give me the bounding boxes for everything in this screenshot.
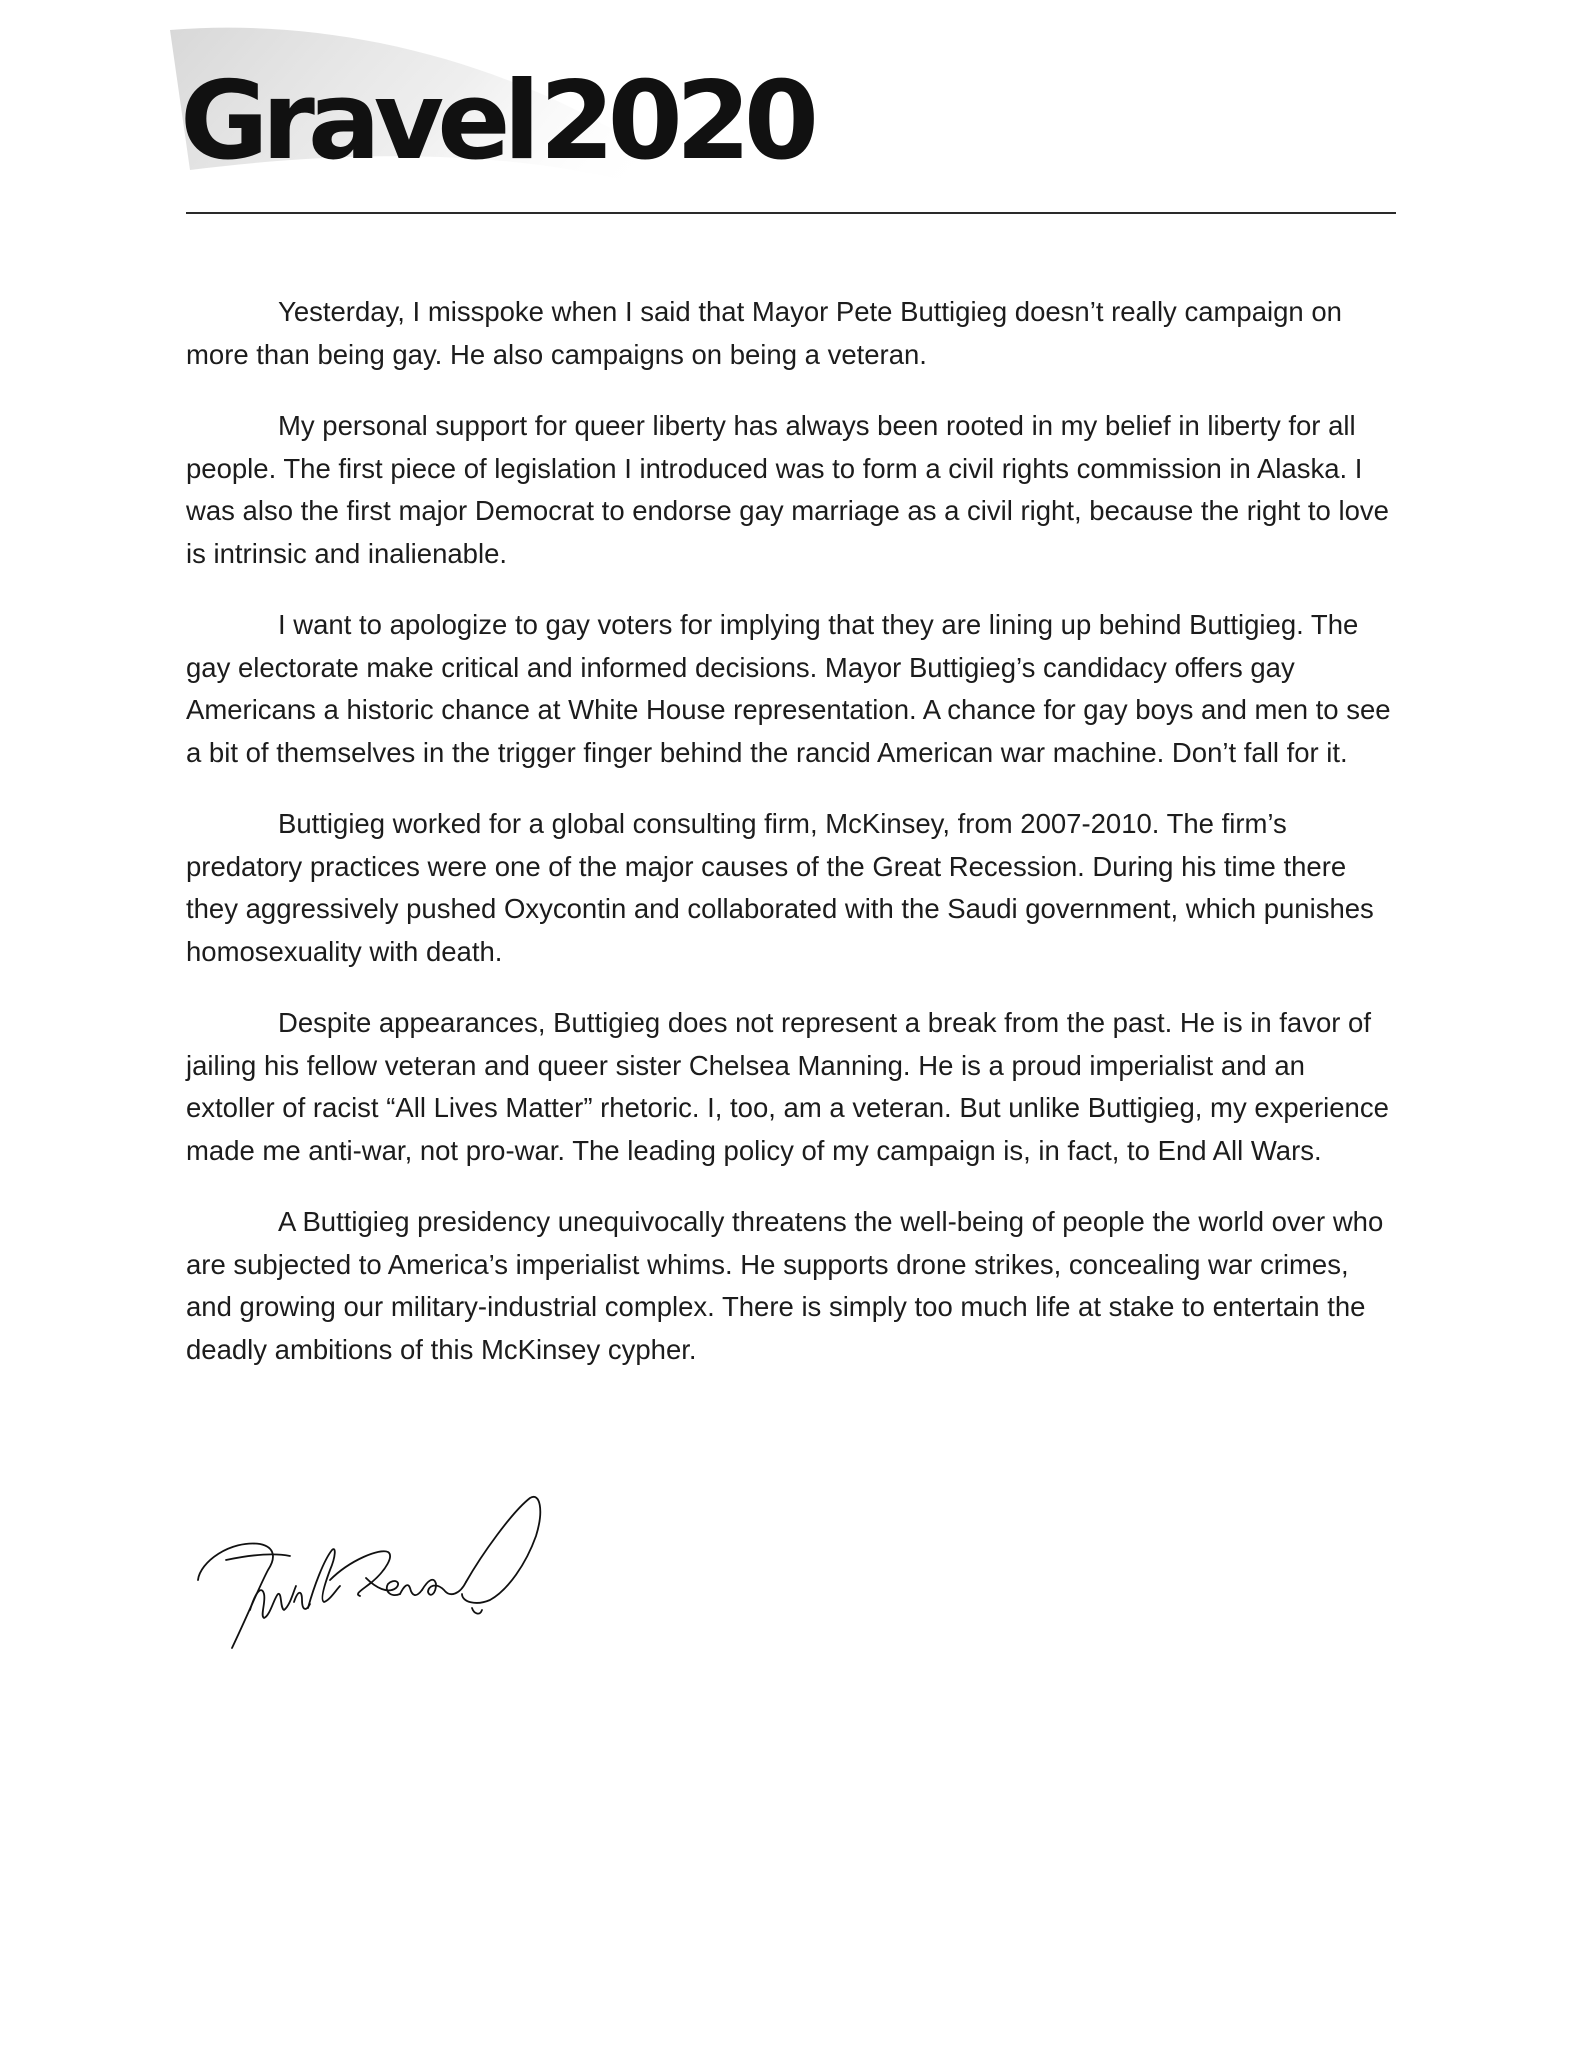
letter-body (186, 291, 1398, 1400)
paragraph-4: Buttigieg worked for a global consulting firm, McKinsey, from 2007-2010. The firm’s predatory practices were one of the major causes of the Great Recession. During his time there they aggressively pushed Oxycontin and collaborated with the Saudi government, which punishes homosexuality with death. (186, 808, 1374, 967)
paragraph-2: My personal support for queer liberty has always been rooted in my belief in liberty for all people. The first piece of legislation I introduced was to form a civil rights commission in Alaska. I was also the first major Democrat to endorse gay marriage as a civil right, because the right to love is intrinsic and inalienable. (186, 410, 1389, 569)
header-divider (186, 212, 1396, 214)
handwritten-signature (190, 1490, 560, 1660)
logo-gravel-text: Gravel (180, 59, 534, 184)
logo-year-text: 2020 (539, 59, 813, 184)
paragraph-3: I want to apologize to gay voters for implying that they are lining up behind Buttigieg. The gay electorate make critical and informed decisions. Mayor Buttigieg’s candidacy offers gay Americans a historic chance at White House representation. A chance for gay boys and men to see a bit of themselves in the trigger finger behind the rancid American war machine. Don’t fall for it. (186, 609, 1391, 768)
paragraph-5: Despite appearances, Buttigieg does not represent a break from the past. He is in favor of jailing his fellow veteran and queer sister Chelsea Manning. He is a proud imperialist and an extoller of racist “All Lives Matter” rhetoric. I, too, am a veteran. But unlike Buttigieg, my experience made me anti-war, not pro-war. The leading policy of my campaign is, in fact, to End All Wars. (186, 1007, 1389, 1166)
paragraph-1: Yesterday, I misspoke when I said that Mayor Pete Buttigieg doesn’t really campaign on more than being gay. He also campaigns on being a veteran. (186, 296, 1342, 370)
gravel-2020-logo (180, 59, 813, 184)
paragraph-6: A Buttigieg presidency unequivocally threatens the well-being of people the world over who are subjected to America’s imperialist whims. He supports drone strikes, concealing war crimes, and growing our military-industrial complex. There is simply too much life at stake to entertain the deadly ambitions of this McKinsey cypher. (186, 1206, 1384, 1365)
